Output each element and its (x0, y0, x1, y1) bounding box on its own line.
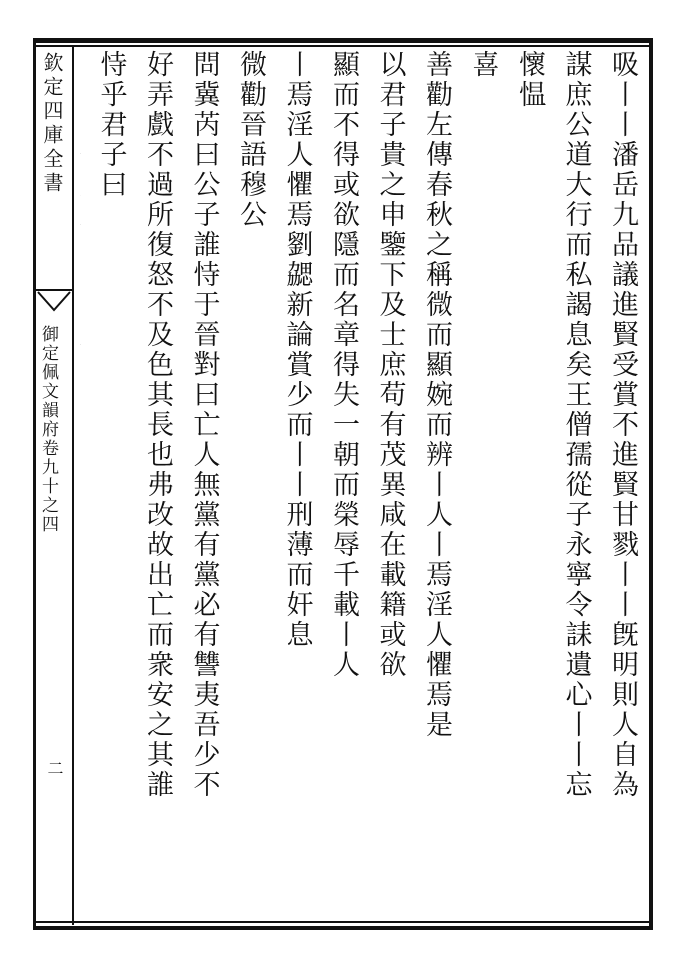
frame-bottom-rule (36, 926, 652, 930)
main-text (80, 50, 645, 920)
text-column: 善勸左傳春秋之稱微而顯婉而辨丨人丨焉淫人懼焉是 (421, 50, 452, 740)
frame-top-rule (36, 38, 652, 43)
text-column: 好弄戲不過所復怒不及色其長也弗改故出亡而衆安之其誰 (142, 50, 173, 800)
volume-label: 御定佩文韻府卷九十之四 (38, 325, 58, 534)
frame-right-rule (649, 38, 653, 930)
fish-tail-mark-icon (36, 288, 72, 318)
text-column: 顯而不得或欲隱而名章得失一朝而榮辱千載丨人 (328, 50, 359, 680)
text-column: 微勸晉語穆公 (235, 50, 266, 230)
text-column: 謀庶公道大行而私謁息矣王僧孺從子永寧令誄遺心丨丨忘 (560, 50, 592, 800)
text-column: 懷愠 (514, 50, 545, 110)
text-column: 喜 (467, 50, 499, 80)
frame-top-inner-rule (36, 45, 652, 47)
book-title: 欽定四庫全書 (40, 52, 64, 196)
text-column: 問冀芮曰公子誰恃于晉對曰亡人無黨有黨必有讐夷吾少不 (188, 50, 220, 800)
text-column: 以君子貴之申鑒下及士庶苟有茂異咸在載籍或欲 (374, 50, 406, 680)
text-column: 丨焉淫人懼焉劉勰新論賞少而丨丨刑薄而奸息 (281, 50, 313, 650)
page-number: 二 (45, 760, 64, 780)
text-column: 恃乎君子曰 (95, 50, 127, 200)
text-column (80, 50, 87, 920)
text-column: 吸丨丨潘岳九品議進賢受賞不進賢甘戮丨丨旣明則人自為 (607, 50, 638, 800)
margin-divider-rule (72, 45, 74, 925)
frame-bottom-inner-rule (36, 921, 652, 923)
